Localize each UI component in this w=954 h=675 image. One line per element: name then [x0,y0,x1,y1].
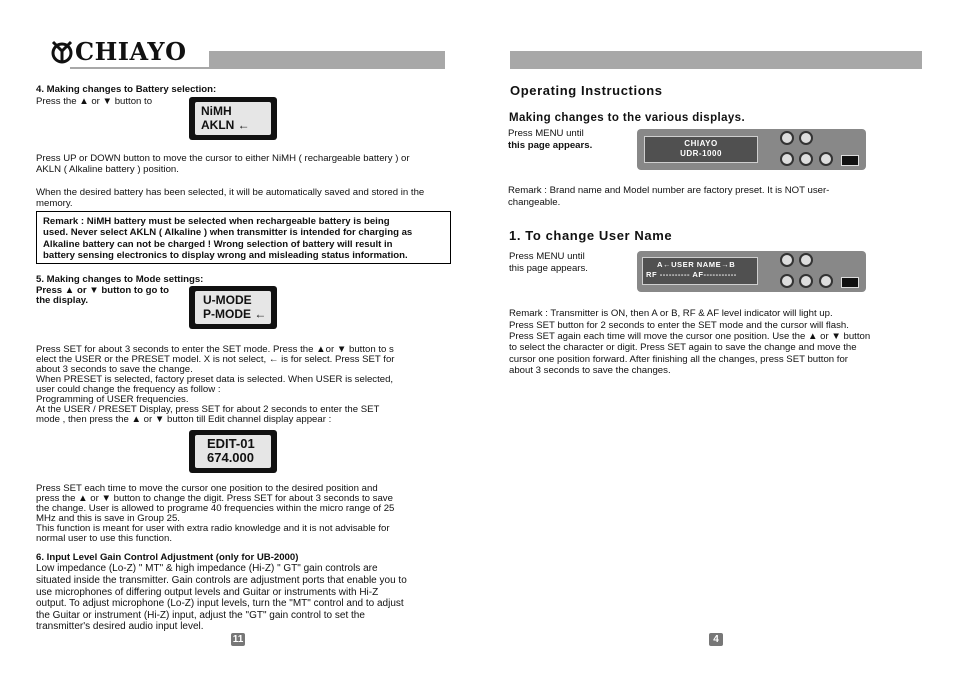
paragraph-saved-l2: memory. [36,198,73,209]
logo-text: CHIAYO [75,37,187,66]
lcd-edit-display [189,430,277,473]
paragraph-cursor-l1: Press UP or DOWN button to move the cursor to either NiMH ( rechargeable battery ) or [36,153,410,164]
device-brand-line2: UDR-1000 [680,149,722,158]
knob-b-icon [799,131,813,145]
edit-paragraph-line: This function is meant for user with extra radio knowledge and it is not advisable for [36,523,390,534]
knob-1-icon [780,274,794,288]
username-paragraph-line: cursor one position forward. After finishing all the changes, press SET button for [509,354,848,365]
gain-paragraph-line: output. To adjust microphone (Lo-Z) input levels, turn the "MT" control and to adjust [36,598,404,609]
logo [49,37,209,67]
jack-icon [841,277,859,288]
knob-b-icon [799,253,813,267]
device-username-line1: A←USER NAME→B [657,260,736,269]
mode-paragraph-line: Press SET for about 3 seconds to enter the SET mode. Press the ▲or ▼ button to s [36,344,394,355]
knob-1-icon [780,152,794,166]
logo-emblem-icon [49,39,75,65]
username-paragraph-line: Press SET button for 2 seconds to enter the SET mode and the cursor will flash. [509,320,849,331]
section-4-press: Press the ▲ or ▼ button to [36,96,153,107]
remark-line: used. Never select AKLN ( Alkaline ) when transmitter is intended for charging as [43,227,413,239]
left-page-number: 11 [232,634,244,645]
section-1-heading: 1. To change User Name [509,228,673,243]
lcd-mode-line1: U-MODE [203,293,252,307]
right-page-title: Operating Instructions [510,83,663,98]
section-5-heading: 5. Making changes to Mode settings: [36,274,204,285]
username-paragraph-line: Remark : Transmitter is ON, then A or B, RF & AF level indicator will light up. [509,308,833,319]
mode-paragraph-line: mode , then press the ▲ or ▼ button till Edit channel display appear : [36,414,332,425]
press-menu-1-l1: Press MENU until [508,128,584,139]
lcd-mode-display [189,286,277,329]
gain-paragraph-line: transmitter's desired audio input level. [36,621,204,632]
mode-paragraph-line: user could change the frequency as follow : [36,384,221,395]
username-paragraph-line: Press SET again each time will move the cursor one position. Use the ▲ or ▼ button [509,331,871,342]
edit-paragraph-line: normal user to use this function. [36,533,172,544]
username-paragraph-line: to select the character or digit. Press SET again to save the change and move the [509,342,857,353]
lcd-battery-line1: NiMH [201,104,232,118]
device-brand-line1: CHIAYO [684,139,718,148]
knob-3-icon [819,274,833,288]
mode-paragraph-line: Programming of USER frequencies. [36,394,189,405]
device-display-brand [637,129,866,170]
right-header-bar [510,51,922,69]
mode-paragraph-line: At the USER / PRESET Display, press SET for about 2 seconds to enter the SET [36,404,380,415]
lcd-edit-line2: 674.000 [207,450,254,465]
section-6-heading: 6. Input Level Gain Control Adjustment (only for UB-2000) [36,552,299,563]
battery-remark-box [36,211,451,264]
username-paragraph-line: about 3 seconds to save the changes. [509,365,671,376]
press-menu-2-l2: this page appears. [509,263,588,274]
edit-paragraph-line: the change. User is allowed to programe 40 frequencies within the micro range of 25 [36,503,395,514]
lcd-battery-line2: AKLN ← [201,118,250,132]
edit-paragraph-line: Press SET each time to move the cursor one position to the desired position and [36,483,378,494]
press-menu-2-l1: Press MENU until [509,251,585,262]
lcd-battery-display [189,97,277,140]
lcd-mode-line2: P-MODE ← [203,307,267,321]
remark-line: battery sensing electronics to display wrong and misleading status information. [43,250,408,262]
device-display-username [637,251,866,292]
edit-paragraph-line: press the ▲ or ▼ button to change the digit. Press SET for about 3 seconds to save [36,493,393,504]
remark-brand-l2: changeable. [508,197,561,208]
knob-2-icon [799,274,813,288]
gain-paragraph-line: Low impedance (Lo-Z) " MT" & high impedance (Hi-Z) " GT" gain controls are [36,563,378,574]
press-menu-1-l2: this page appears. [508,140,593,151]
remark-line: Remark : NiMH battery must be selected when rechargeable battery is being [43,216,390,227]
edit-paragraph-line: MHz and this is save in Group 25. [36,513,180,524]
mode-paragraph-line: When PRESET is selected, factory preset data is selected. When USER is selected, [36,374,394,385]
jack-icon [841,155,859,166]
right-subtitle: Making changes to the various displays. [509,112,746,124]
remark-line: Alkaline battery can not be charged ! Wrong selection of battery will result in [43,238,393,250]
knob-a-icon [780,131,794,145]
knob-a-icon [780,253,794,267]
section-4-heading: 4. Making changes to Battery selection: [36,84,217,95]
gain-paragraph-line: the Guitar or instrument (Hi-Z) input, adjust the "GT" gain control to set the [36,610,365,621]
mode-paragraph-line: about 3 seconds to save the change. [36,364,193,375]
section-5-press-l1: Press ▲ or ▼ button to go to [36,285,170,296]
section-5-press-l2: the display. [36,295,89,306]
gain-paragraph-line: use microphones of differing output levels and Guitar or instruments with Hi-Z [36,587,379,598]
knob-2-icon [799,152,813,166]
device-username-line2: RF ---------- AF----------- [646,270,737,279]
right-page-number: 4 [709,633,723,646]
gain-paragraph-line: situated inside the transmitter. Gain controls are adjustment ports that enable you to [36,575,407,586]
remark-brand-l1: Remark : Brand name and Model number are factory preset. It is NOT user- [508,185,830,196]
paragraph-cursor-l2: AKLN ( Alkaline battery ) position. [36,164,179,175]
knob-3-icon [819,152,833,166]
lcd-edit-line1: EDIT-01 [207,436,255,451]
mode-paragraph-line: elect the USER or the PRESET model. X is not select, ← is for select. Press SET for [36,354,395,365]
paragraph-saved-l1: When the desired battery has been selected, it will be automatically saved and stored in the [36,187,425,198]
